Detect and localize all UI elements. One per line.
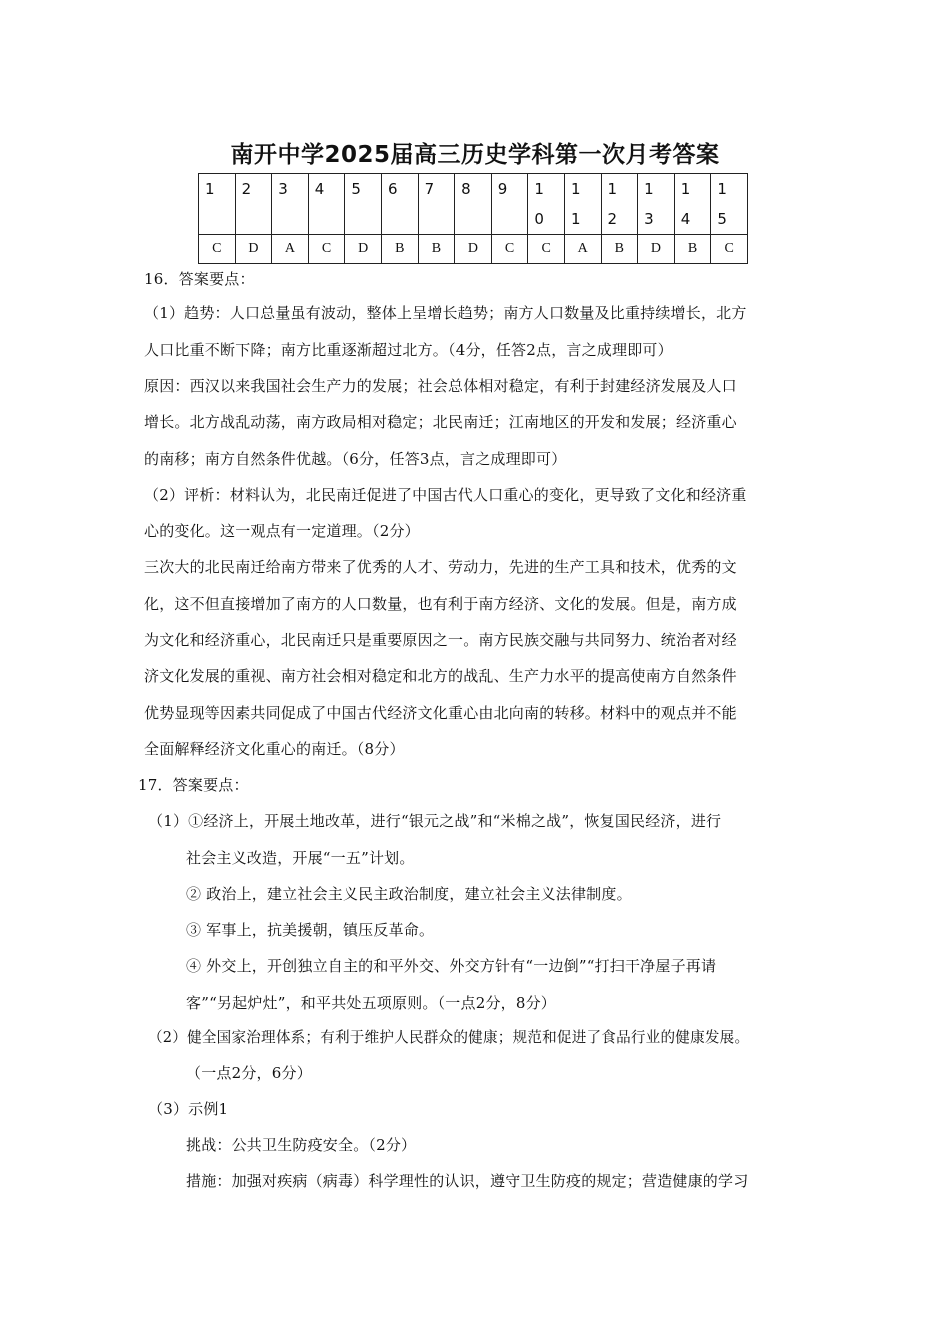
text-line: （一点2分，6分） <box>186 1064 312 1082</box>
question-number-digit: 3 <box>278 180 288 198</box>
text-line: （2）健全国家治理体系；有利于维护人民群众的健康；规范和促进了食品行业的健康发展。 <box>148 1029 750 1046</box>
answer-cell: B <box>381 235 418 264</box>
answer-cell: D <box>345 235 382 264</box>
text-line: （1）①经济上，开展土地改革，进行“银元之战”和“米棉之战”，恢复国民经济，进行 <box>148 812 722 830</box>
q16-heading: 16．答案要点： <box>144 270 255 288</box>
question-number-digit: 7 <box>424 180 435 198</box>
text-line: 全面解释经济文化重心的南迁。（8分） <box>144 740 405 758</box>
text-line: （2）评析：材料认为，北民南迁促进了中国古代人口重心的变化，更导致了文化和经济重 <box>144 486 747 504</box>
question-number-digit: 1 <box>680 180 691 198</box>
question-number-digit: 0 <box>534 210 544 228</box>
text-line: 客”“另起炉灶”，和平共处五项原则。（一点2分，8分） <box>186 994 556 1012</box>
question-number-cell <box>308 174 345 235</box>
answer-letter-row <box>199 235 748 264</box>
answer-cell: C <box>711 235 748 264</box>
text-line: 济文化发展的重视、南方社会相对稳定和北方的战乱、生产力水平的提高使南方自然条件 <box>144 667 737 685</box>
answer-cell: A <box>272 235 309 264</box>
text-line: 心的变化。这一观点有一定道理。（2分） <box>144 522 420 540</box>
answer-cell: D <box>235 235 272 264</box>
answer-cell: C <box>491 235 528 264</box>
question-number-cell <box>564 174 601 235</box>
question-number-cell <box>381 174 418 235</box>
answer-cell: D <box>455 235 492 264</box>
question-number-digit: 3 <box>644 210 654 228</box>
question-number-digit: 6 <box>387 180 398 198</box>
q17-heading: 17．答案要点： <box>138 776 249 794</box>
answer-cell: B <box>601 235 638 264</box>
question-number-digit: 4 <box>314 180 325 198</box>
question-number-digit: 1 <box>534 180 544 198</box>
text-line: 人口比重不断下降；南方比重逐渐超过北方。（4分，任答2点，言之成理即可） <box>144 341 673 359</box>
text-line: 原因：西汉以来我国社会生产力的发展；社会总体相对稳定，有利于封建经济发展及人口 <box>144 377 737 395</box>
text-line: （1）趋势：人口总量虽有波动，整体上呈增长趋势；南方人口数量及比重持续增长，北方 <box>144 304 747 322</box>
question-number-cell <box>199 174 236 235</box>
text-line: 挑战：公共卫生防疫安全。（2分） <box>186 1136 417 1154</box>
text-line: 为文化和经济重心，北民南迁只是重要原因之一。南方民族交融与共同努力、统治者对经 <box>144 631 737 649</box>
question-number-digit: 1 <box>644 180 654 198</box>
answer-cell: C <box>199 235 236 264</box>
question-number-row <box>199 174 748 235</box>
question-number-digit: 1 <box>717 180 727 198</box>
question-number-digit: 4 <box>680 210 691 228</box>
answer-cell: C <box>308 235 345 264</box>
text-line: ③ 军事上，抗美援朝，镇压反革命。 <box>186 921 435 939</box>
question-number-digit: 8 <box>461 180 471 198</box>
text-line: 社会主义改造，开展“一五”计划。 <box>186 849 415 867</box>
question-number-cell <box>272 174 309 235</box>
text-line: 优势显现等因素共同促成了中国古代经济文化重心由北向南的转移。材料中的观点并不能 <box>144 704 737 722</box>
text-line: 的南移；南方自然条件优越。（6分，任答3点，言之成理即可） <box>144 450 567 468</box>
question-number-cell <box>235 174 272 235</box>
answer-table <box>198 173 748 264</box>
answer-cell: B <box>674 235 711 264</box>
question-number-cell <box>491 174 528 235</box>
text-line: 措施：加强对疾病（病毒）科学理性的认识，遵守卫生防疫的规定；营造健康的学习 <box>186 1172 749 1190</box>
text-line: ④ 外交上，开创独立自主的和平外交、外交方针有“一边倒”“打扫干净屋子再请 <box>186 957 717 975</box>
answer-cell: C <box>528 235 565 264</box>
question-number-cell <box>711 174 748 235</box>
question-number-cell <box>601 174 638 235</box>
text-line: 化，这不但直接增加了南方的人口数量，也有利于南方经济、文化的发展。但是，南方成 <box>144 595 737 613</box>
question-number-digit: 2 <box>241 180 252 198</box>
question-number-cell <box>418 174 455 235</box>
text-line: ② 政治上，建立社会主义民主政治制度，建立社会主义法律制度。 <box>186 885 632 903</box>
question-number-digit: 2 <box>607 210 618 228</box>
question-number-digit: 1 <box>570 210 581 228</box>
question-number-digit: 5 <box>351 180 361 198</box>
question-number-cell <box>455 174 492 235</box>
answer-cell: B <box>418 235 455 264</box>
answer-cell: D <box>638 235 675 264</box>
answer-cell: A <box>564 235 601 264</box>
text-line: 三次大的北民南迁给南方带来了优秀的人才、劳动力，先进的生产工具和技术，优秀的文 <box>144 558 737 576</box>
question-number-digit: 5 <box>717 210 727 228</box>
question-number-digit: 9 <box>497 180 508 198</box>
page-title: 南开中学2025届高三历史学科第一次月考答案 <box>230 142 720 168</box>
question-number-digit: 1 <box>205 180 215 198</box>
question-number-cell <box>345 174 382 235</box>
question-number-digit: 1 <box>570 180 581 198</box>
question-number-cell <box>528 174 565 235</box>
question-number-cell <box>674 174 711 235</box>
text-line: （3）示例1 <box>148 1100 229 1118</box>
text-line: 增长。北方战乱动荡，南方政局相对稳定；北民南迁；江南地区的开发和发展；经济重心 <box>144 413 737 431</box>
question-number-cell <box>638 174 675 235</box>
question-number-digit: 1 <box>607 180 618 198</box>
